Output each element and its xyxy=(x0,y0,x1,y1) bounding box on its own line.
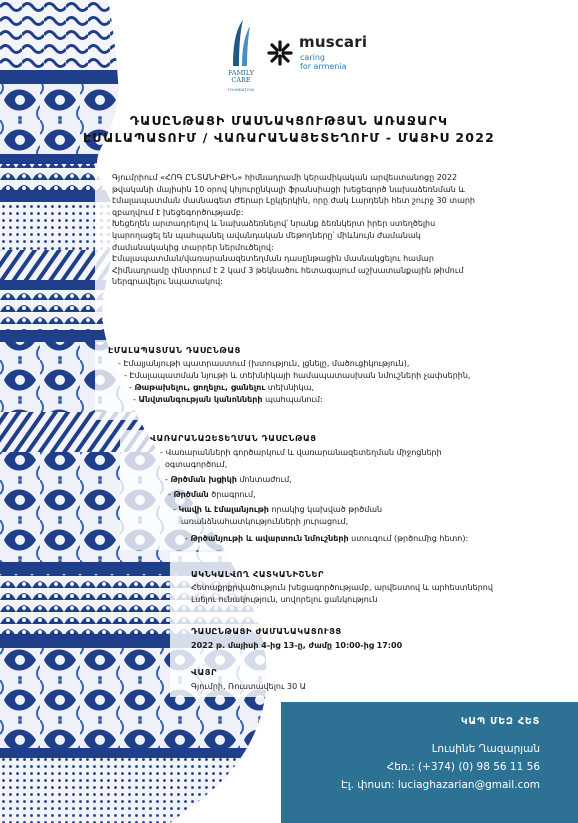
location-heading: ՎԱՅՐ xyxy=(191,667,218,677)
kiln-item-text: Վառարանների գործարկում և վառարանազետեղման միջոցների xyxy=(165,448,442,457)
intro-line: զբաղվում է խեցեգործությամբ: xyxy=(112,207,244,217)
intro-line: ներգրավելու նպատակով: xyxy=(112,277,223,287)
muscari-flower-icon xyxy=(266,39,294,67)
kiln-item: - Թրծման խցիկի մոնտաժում, xyxy=(165,475,292,484)
enamel-item-bold: Անվտանգության կանոնների xyxy=(138,395,263,404)
kiln-item-text: մոնտաժում, xyxy=(236,475,292,484)
intro-line: Էմալապատման/վառարանազետեղման դասընթացին մասնակցելու համար xyxy=(112,254,434,264)
kiln-item-continuation: առանձնահատկությունների յուրացում, xyxy=(181,517,349,526)
enamel-item-text: պահպանում: xyxy=(262,395,323,404)
kiln-item-continuation: օգտագործում, xyxy=(165,460,228,469)
kiln-item-text: ծրագրում, xyxy=(208,490,256,499)
page-title-line1: ԴԱՍԸՆԹԱՑԻ ՄԱՍՆԱԿՑՈՒԹՅԱՆ ԱՌԱՋԱՐԿ xyxy=(129,113,449,128)
kiln-course-heading: ՎԱՌԱՐԱՆԱԶԵՏԵՂՄԱՆ ԴԱՍԸՆԹԱՑ xyxy=(150,433,317,443)
intro-line: թվականի մայիսին 10 օրով կհյուրընկալի ֆրանսիացի խեցեգործ նախաձեռնման և xyxy=(112,184,465,194)
intro-line: էմալապատման մասնագետ Ժերար Լըկլերկին, որը ժակ Լարդենի հետ շուրջ 30 տարի xyxy=(112,196,476,206)
skills-heading: ԱԿՆԿԱԼՎՈՂ ՀԱՏԿԱՆԻՇՆԵՐ xyxy=(191,569,325,579)
muscari-tagline-line1: caring xyxy=(300,53,325,62)
enamel-course-heading: ԷՄԱԼԱՊԱՏՄԱՆ ԴԱՍԸՆԹԱՑ xyxy=(108,345,241,355)
family-care-wordmark xyxy=(223,70,259,84)
page-title-line2: ԷՄԱԼԱՊԱՏՈՒՄ / ՎԱՌԱՐԱՆԱՅԵՏԵՂՈՒՄ - ՄԱՅԻՍ 2022 xyxy=(83,130,495,145)
intro-line: ժամանակակից տարրեր ներմուծելով: xyxy=(112,242,274,252)
location-value: Գյումրի, Ռուստավելու 30 Ա xyxy=(191,682,306,691)
family-care-logo xyxy=(223,18,259,100)
kiln-item: - Վառարանների գործարկում և վառարանազետեղման միջոցների xyxy=(160,448,442,457)
schedule-value: 2022 թ. մայիսի 4-ից 13-ը, ժամը 10:00-ից 17:00 xyxy=(191,641,403,650)
enamel-item: - Թաթախելու, ցողելու, ցանելու տեխնիկա, xyxy=(129,383,315,392)
kiln-item-bold: Կավի և էմալանյութի xyxy=(178,505,269,514)
family-care-logo-icon xyxy=(231,18,251,68)
kiln-item: - Թրծանյութի և ավարտուն նմուշների ստուգում (թրծումից հետո): xyxy=(185,534,469,543)
contact-phone[interactable]: Հեռ.: (+374) (0) 98 56 11 56 xyxy=(386,761,540,773)
muscari-tagline-line2: for armenia xyxy=(300,62,347,71)
skills-line: Լսելու ունակություն, սովորելու ցանկություն xyxy=(191,595,378,604)
enamel-item-text: տեխնիկա, xyxy=(265,383,315,392)
family-care-foundation-label: FOUNDATION xyxy=(227,88,255,92)
kiln-item-bold: Թրծանյութի և ավարտուն նմուշների xyxy=(190,534,349,543)
contact-name: Լուսինե Ղազարյան xyxy=(431,743,540,755)
enamel-item: - Էմալյանյութի պատրաստում (խտություն, լցնելը, մածուցիկություն), xyxy=(118,359,410,368)
family-care-line1: FAMILY xyxy=(227,69,255,77)
enamel-item-text: Էմալյանյութի պատրաստում (խտություն, լցնելը, մածուցիկություն), xyxy=(123,359,410,368)
kiln-item-bold: Թրծման xyxy=(173,490,209,499)
muscari-tagline xyxy=(300,53,347,71)
enamel-item: - Էմալապատման նյութի և տեխնիկայի համապատասխան նմուշների չափսերին, xyxy=(124,371,471,380)
kiln-item: - Թրծման ծրագրում, xyxy=(168,490,256,499)
intro-paragraph xyxy=(112,172,475,288)
intro-line: կարողացել են պահպանել ավանդական մեթոդները՝ միևնույն ժամանակ xyxy=(112,230,421,240)
enamel-item: - Անվտանգության կանոնների պահպանում: xyxy=(133,395,323,404)
contact-email[interactable]: Էլ. փոստ: luciaghazarian@gmail.com xyxy=(340,779,540,791)
kiln-item-text: որակից կախված թրծման xyxy=(268,505,383,514)
kiln-item: - Կավի և էմալանյութի որակից կախված թրծման xyxy=(173,505,383,514)
family-care-line2: CARE xyxy=(231,76,251,84)
kiln-item-text: ստուգում (թրծումից հետո): xyxy=(348,534,469,543)
intro-line: Խեցեղեն արտադրելով և նախաձեռնելով՝ նրանք ձեռնկերտ իրեր ստեղծելիս xyxy=(112,219,436,229)
contact-heading: ԿԱՊ ՄԵԶ ՀԵՏ xyxy=(460,716,540,727)
enamel-item-text: Էմալապատման նյութի և տեխնիկայի համապատասխան նմուշների չափսերին, xyxy=(129,371,471,380)
enamel-item-bold: Թաթախելու, ցողելու, ցանելու xyxy=(134,383,266,392)
intro-line: Հիմնադրամը փնտրում է 2 կամ 3 թեկնածու հետագայում աշխատանքային թիմում xyxy=(112,265,464,275)
muscari-logo xyxy=(266,33,396,81)
skills-line: Հետաքրքրվածություն խեցագործությամբ, արվեստով և արհեստներով xyxy=(191,583,493,592)
intro-line: Գյումրիում «ՀՈԳ ԸՆՏԱՆԻՔԻՆ» հիմնադրամի կերամիկական արվեստանոցը 2022 xyxy=(112,173,458,182)
schedule-heading: ԴԱՍԸՆԹԱՑԻ ԺԱՄԱՆԱԿԱՑՈՒՅՑ xyxy=(191,626,342,636)
kiln-item-bold: Թրծման խցիկի xyxy=(170,475,237,484)
muscari-wordmark: muscari xyxy=(299,33,368,51)
contact-box xyxy=(281,702,578,823)
